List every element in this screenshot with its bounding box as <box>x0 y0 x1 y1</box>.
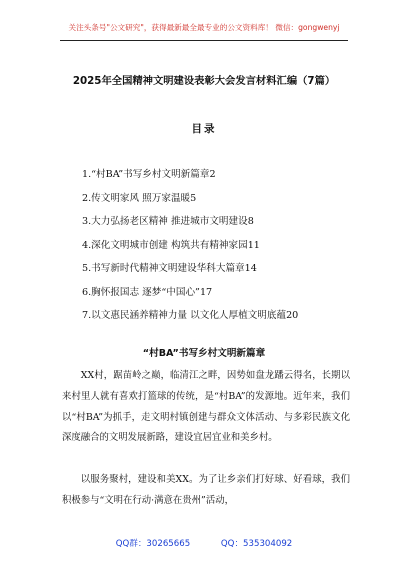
qq-group-number: QQ群：30265665 <box>115 539 191 549</box>
table-of-contents <box>82 168 298 333</box>
header-divider <box>60 40 348 41</box>
toc-item[interactable]: 5.书写新时代精神文明建设华科大篇章14 <box>82 263 257 274</box>
toc-heading: 目录 <box>191 123 217 135</box>
header-banner: 关注头条号"公文研究"，获得最新最全最专业的公文资料库！ 微信：gongwenyj <box>68 23 340 32</box>
section-heading: “村BA”书写乡村文明新篇章 <box>142 348 266 359</box>
footer-contact <box>0 537 408 549</box>
body-paragraph: 以服务聚村，建设和美XX。为了让乡亲们打好球、好看球，我们积极参与“文明在行动·满意在贵州”活动， <box>62 474 350 506</box>
toc-item[interactable]: 7.以文惠民涵养精神力量 以文化人厚植文明底蕴20 <box>82 310 299 321</box>
qq-number: QQ：535304092 <box>220 539 293 549</box>
toc-item[interactable]: 2.传文明家风 照万家温暖5 <box>82 192 197 204</box>
toc-item[interactable]: 1.“村BA”书写乡村文明新篇章2 <box>82 169 216 180</box>
document-title: 2025年全国精神文明建设表彰大会发言材料汇编（7篇） <box>72 75 336 87</box>
toc-item[interactable]: 3.大力弘扬老区精神 推进城市文明建设8 <box>82 216 254 227</box>
toc-item[interactable]: 6.胸怀报国志 逐梦“中国心”17 <box>82 286 213 298</box>
toc-item[interactable]: 4.深化文明城市创建 构筑共有精神家园11 <box>82 239 260 251</box>
body-paragraph: XX村，踞苗岭之巅，临清江之畔，因势如盘龙蹯云得名，长期以来村里人就有喜欢打篮球的传统，是“村BA”的发源地。近年来，我们以“村BA”为抓手，走文明村镇创建与群众文体活动、与多彩民族文化深度融合的文明发展新路，建设宜居宜业和美乡村。 <box>62 370 350 444</box>
